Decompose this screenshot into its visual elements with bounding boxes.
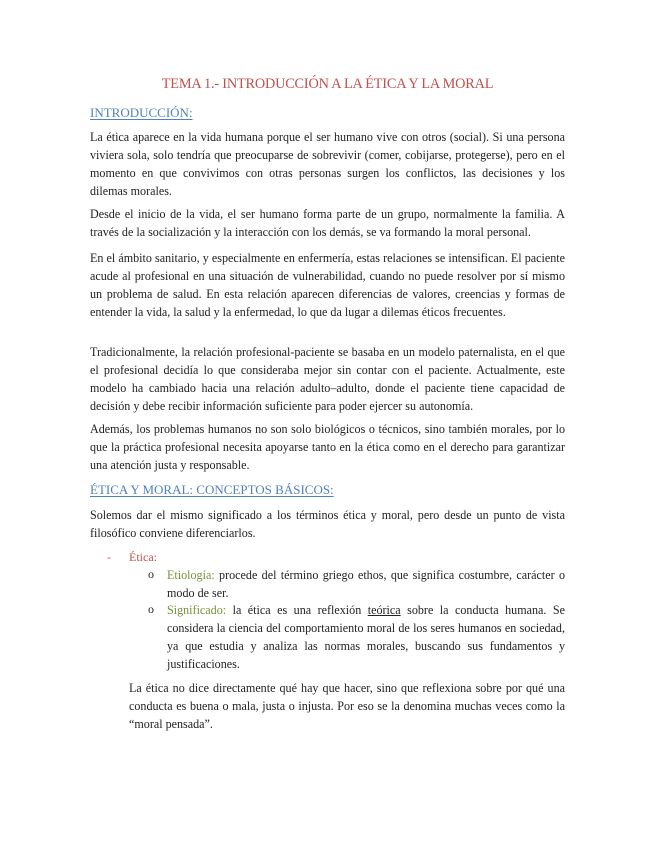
- list-label-etica: Ética:: [129, 550, 157, 564]
- term-label: Significado:: [167, 603, 227, 617]
- paragraph: En el ámbito sanitario, y especialmente en enfermería, estas relaciones se intensifican. El paciente acude al profesional en una situación de vulnerabilidad, cuando no puede resolver por sí mismo un problema de salud. En esta relación aparecen diferencias de valores, creencias y formas de entender la vida, la salud y la enfermedad, lo que da lugar a dilemas éticos frecuentes.: [90, 251, 565, 319]
- term-label: Etiología:: [167, 568, 215, 582]
- section-heading-etica-y-moral: ÉTICA Y MORAL: CONCEPTOS BÁSICOS:: [90, 482, 334, 497]
- bullet-marker: o: [148, 602, 154, 616]
- list-item-significado: [167, 601, 565, 673]
- paragraph: Además, los problemas humanos no son solo biológicos o técnicos, sino también morales, por lo que la práctica profesional necesita apoyarse tanto en la ética como en el derecho para garantizar una atención justa y responsable.: [90, 422, 565, 472]
- paragraph-closing: La ética no dice directamente qué hay que hacer, sino que reflexiona sobre por qué una conducta es buena o mala, justa o injusta. Por eso se la denomina muchas veces como la “moral pensada”.: [129, 681, 565, 731]
- term-text: sobre la conducta humana. Se considera la ciencia del comportamiento moral de los seres humanos en sociedad, ya que estudia y analiza las normas morales, buscando sus fundamentos y justificaciones.: [167, 603, 565, 671]
- paragraph: Desde el inicio de la vida, el ser humano forma parte de un grupo, normalmente la familia. A través de la socialización y la interacción con los demás, se va formando la moral personal.: [90, 207, 565, 239]
- paragraph: Solemos dar el mismo significado a los términos ética y moral, pero desde un punto de vista filosófico conviene diferenciarlos.: [90, 508, 565, 540]
- paragraph: La ética aparece en la vida humana porque el ser humano vive con otros (social). Si una persona viviera sola, solo tendría que preocuparse de sobrevivir (comer, cobijarse, protegerse), pero en el momento en que convivimos con otras personas surgen los conflictos, las decisiones y los dilemas morales.: [90, 130, 565, 198]
- term-text: procede del término griego ethos, que significa costumbre, carácter o modo de ser.: [167, 568, 565, 600]
- bullet-marker: o: [148, 567, 154, 581]
- list-item-etiologia: [167, 566, 565, 602]
- paragraph: Tradicionalmente, la relación profesional-paciente se basaba en un modelo paternalista, en el que el profesional decidía lo que consideraba mejor sin contar con el paciente. Actualmente, este modelo ha cambiado hacia una relación adulto–adulto, donde el paciente tiene capacidad de decisión y debe recibir información suficiente para poder ejercer su autonomía.: [90, 345, 565, 413]
- term-text: la ética es una reflexión: [226, 603, 368, 617]
- list-dash-marker: -: [107, 550, 111, 564]
- document-title: TEMA 1.- INTRODUCCIÓN A LA ÉTICA Y LA MORAL: [161, 76, 494, 92]
- section-heading-introduccion: INTRODUCCIÓN:: [90, 105, 193, 120]
- underlined-word: teórica: [367, 603, 401, 617]
